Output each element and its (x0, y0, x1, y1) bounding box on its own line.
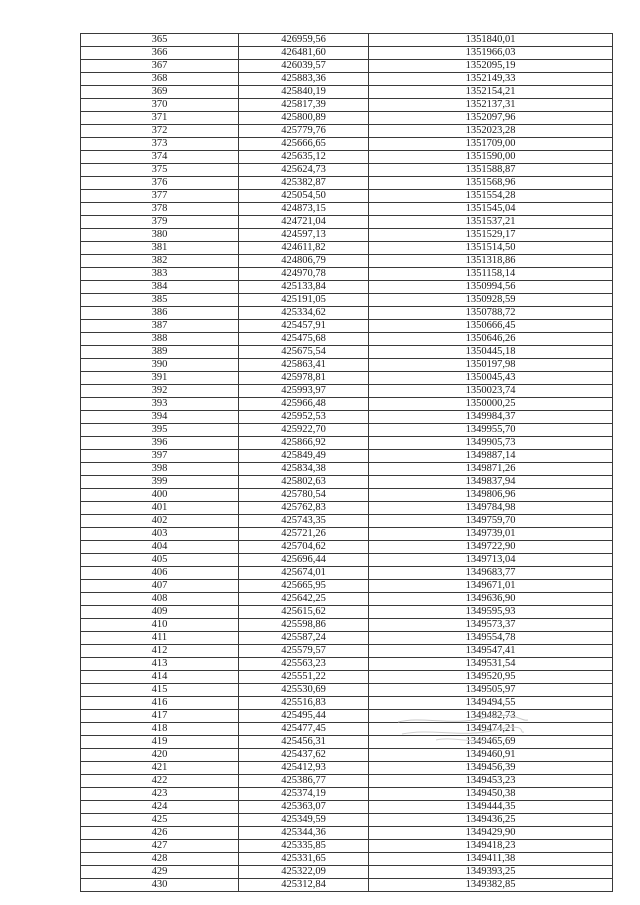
point-number-cell: 385 (81, 294, 239, 307)
x-coordinate-cell: 425191,05 (239, 294, 369, 307)
table-row (81, 346, 613, 359)
y-coordinate-cell: 1349494,55 (369, 697, 613, 710)
point-number-cell: 411 (81, 632, 239, 645)
point-number-cell: 409 (81, 606, 239, 619)
x-coordinate-cell: 425966,48 (239, 398, 369, 411)
x-coordinate-cell: 424970,78 (239, 268, 369, 281)
x-coordinate-cell: 425374,19 (239, 788, 369, 801)
y-coordinate-cell: 1352149,33 (369, 73, 613, 86)
x-coordinate-cell: 425456,31 (239, 736, 369, 749)
table-row (81, 385, 613, 398)
table-row (81, 541, 613, 554)
point-number-cell: 369 (81, 86, 239, 99)
y-coordinate-cell: 1349573,37 (369, 619, 613, 632)
point-number-cell: 384 (81, 281, 239, 294)
x-coordinate-cell: 426481,60 (239, 47, 369, 60)
x-coordinate-cell: 425349,59 (239, 814, 369, 827)
table-row (81, 684, 613, 697)
x-coordinate-cell: 425331,65 (239, 853, 369, 866)
point-number-cell: 421 (81, 762, 239, 775)
x-coordinate-cell: 425721,26 (239, 528, 369, 541)
table-row (81, 190, 613, 203)
y-coordinate-cell: 1350445,18 (369, 346, 613, 359)
x-coordinate-cell: 425579,57 (239, 645, 369, 658)
table-row (81, 866, 613, 879)
y-coordinate-cell: 1349722,90 (369, 541, 613, 554)
table-row (81, 177, 613, 190)
table-row (81, 216, 613, 229)
y-coordinate-cell: 1349887,14 (369, 450, 613, 463)
y-coordinate-cell: 1349393,25 (369, 866, 613, 879)
table-row (81, 775, 613, 788)
x-coordinate-cell: 425817,39 (239, 99, 369, 112)
table-row (81, 814, 613, 827)
y-coordinate-cell: 1349905,73 (369, 437, 613, 450)
x-coordinate-cell: 425530,69 (239, 684, 369, 697)
y-coordinate-cell: 1350045,43 (369, 372, 613, 385)
y-coordinate-cell: 1349418,23 (369, 840, 613, 853)
table-row (81, 359, 613, 372)
x-coordinate-cell: 425386,77 (239, 775, 369, 788)
y-coordinate-cell: 1350000,25 (369, 398, 613, 411)
point-number-cell: 412 (81, 645, 239, 658)
y-coordinate-cell: 1350197,98 (369, 359, 613, 372)
x-coordinate-cell: 425624,73 (239, 164, 369, 177)
y-coordinate-cell: 1349460,91 (369, 749, 613, 762)
x-coordinate-cell: 425665,95 (239, 580, 369, 593)
y-coordinate-cell: 1349453,23 (369, 775, 613, 788)
table-row (81, 333, 613, 346)
table-row (81, 255, 613, 268)
point-number-cell: 377 (81, 190, 239, 203)
table-row (81, 788, 613, 801)
table-row (81, 424, 613, 437)
table-row (81, 827, 613, 840)
y-coordinate-cell: 1351318,86 (369, 255, 613, 268)
x-coordinate-cell: 425363,07 (239, 801, 369, 814)
point-number-cell: 370 (81, 99, 239, 112)
table-row (81, 671, 613, 684)
table-row (81, 398, 613, 411)
x-coordinate-cell: 425834,38 (239, 463, 369, 476)
table-row (81, 60, 613, 73)
x-coordinate-cell: 425800,89 (239, 112, 369, 125)
x-coordinate-cell: 425551,22 (239, 671, 369, 684)
table-row (81, 112, 613, 125)
point-number-cell: 405 (81, 554, 239, 567)
point-number-cell: 410 (81, 619, 239, 632)
point-number-cell: 387 (81, 320, 239, 333)
y-coordinate-cell: 1349520,95 (369, 671, 613, 684)
table-row (81, 593, 613, 606)
x-coordinate-cell: 425495,44 (239, 710, 369, 723)
y-coordinate-cell: 1351568,96 (369, 177, 613, 190)
point-number-cell: 407 (81, 580, 239, 593)
point-number-cell: 392 (81, 385, 239, 398)
x-coordinate-cell: 425412,93 (239, 762, 369, 775)
table-row (81, 489, 613, 502)
point-number-cell: 394 (81, 411, 239, 424)
x-coordinate-cell: 424597,13 (239, 229, 369, 242)
x-coordinate-cell: 425762,83 (239, 502, 369, 515)
y-coordinate-cell: 1349806,96 (369, 489, 613, 502)
x-coordinate-cell: 425978,81 (239, 372, 369, 385)
point-number-cell: 400 (81, 489, 239, 502)
y-coordinate-cell: 1349759,70 (369, 515, 613, 528)
y-coordinate-cell: 1349382,85 (369, 879, 613, 892)
y-coordinate-cell: 1349429,90 (369, 827, 613, 840)
point-number-cell: 423 (81, 788, 239, 801)
table-row (81, 762, 613, 775)
point-number-cell: 419 (81, 736, 239, 749)
point-number-cell: 371 (81, 112, 239, 125)
x-coordinate-cell: 425863,41 (239, 359, 369, 372)
point-number-cell: 426 (81, 827, 239, 840)
point-number-cell: 401 (81, 502, 239, 515)
x-coordinate-cell: 425563,23 (239, 658, 369, 671)
table-row (81, 99, 613, 112)
x-coordinate-cell: 425457,91 (239, 320, 369, 333)
x-coordinate-cell: 425475,68 (239, 333, 369, 346)
x-coordinate-cell: 425054,50 (239, 190, 369, 203)
point-number-cell: 375 (81, 164, 239, 177)
y-coordinate-cell: 1351537,21 (369, 216, 613, 229)
x-coordinate-cell: 425993,97 (239, 385, 369, 398)
table-row (81, 463, 613, 476)
table-row (81, 554, 613, 567)
y-coordinate-cell: 1349683,77 (369, 567, 613, 580)
y-coordinate-cell: 1351588,87 (369, 164, 613, 177)
point-number-cell: 408 (81, 593, 239, 606)
y-coordinate-cell: 1349482,73 (369, 710, 613, 723)
point-number-cell: 417 (81, 710, 239, 723)
y-coordinate-cell: 1349456,39 (369, 762, 613, 775)
point-number-cell: 378 (81, 203, 239, 216)
y-coordinate-cell: 1350666,45 (369, 320, 613, 333)
y-coordinate-cell: 1349465,69 (369, 736, 613, 749)
point-number-cell: 386 (81, 307, 239, 320)
x-coordinate-cell: 425477,45 (239, 723, 369, 736)
coordinates-table-body (81, 34, 613, 892)
table-row (81, 242, 613, 255)
point-number-cell: 406 (81, 567, 239, 580)
x-coordinate-cell: 425952,53 (239, 411, 369, 424)
x-coordinate-cell: 425598,86 (239, 619, 369, 632)
y-coordinate-cell: 1349784,98 (369, 502, 613, 515)
x-coordinate-cell: 425642,25 (239, 593, 369, 606)
x-coordinate-cell: 425344,36 (239, 827, 369, 840)
point-number-cell: 376 (81, 177, 239, 190)
y-coordinate-cell: 1349411,38 (369, 853, 613, 866)
point-number-cell: 380 (81, 229, 239, 242)
table-row (81, 528, 613, 541)
point-number-cell: 390 (81, 359, 239, 372)
y-coordinate-cell: 1352095,19 (369, 60, 613, 73)
y-coordinate-cell: 1351554,28 (369, 190, 613, 203)
table-row (81, 515, 613, 528)
x-coordinate-cell: 425675,54 (239, 346, 369, 359)
table-row (81, 138, 613, 151)
y-coordinate-cell: 1350994,56 (369, 281, 613, 294)
y-coordinate-cell: 1350646,26 (369, 333, 613, 346)
table-row (81, 567, 613, 580)
point-number-cell: 382 (81, 255, 239, 268)
point-number-cell: 397 (81, 450, 239, 463)
x-coordinate-cell: 426959,56 (239, 34, 369, 47)
table-row (81, 411, 613, 424)
y-coordinate-cell: 1349739,01 (369, 528, 613, 541)
x-coordinate-cell: 425133,84 (239, 281, 369, 294)
point-number-cell: 413 (81, 658, 239, 671)
point-number-cell: 372 (81, 125, 239, 138)
table-row (81, 749, 613, 762)
x-coordinate-cell: 425780,54 (239, 489, 369, 502)
table-row (81, 151, 613, 164)
x-coordinate-cell: 425743,35 (239, 515, 369, 528)
x-coordinate-cell: 425666,65 (239, 138, 369, 151)
point-number-cell: 404 (81, 541, 239, 554)
y-coordinate-cell: 1351966,03 (369, 47, 613, 60)
table-row (81, 34, 613, 47)
y-coordinate-cell: 1352097,96 (369, 112, 613, 125)
x-coordinate-cell: 425883,36 (239, 73, 369, 86)
point-number-cell: 396 (81, 437, 239, 450)
point-number-cell: 391 (81, 372, 239, 385)
y-coordinate-cell: 1350788,72 (369, 307, 613, 320)
point-number-cell: 430 (81, 879, 239, 892)
table-row (81, 86, 613, 99)
point-number-cell: 429 (81, 866, 239, 879)
y-coordinate-cell: 1351840,01 (369, 34, 613, 47)
point-number-cell: 414 (81, 671, 239, 684)
x-coordinate-cell: 425516,83 (239, 697, 369, 710)
x-coordinate-cell: 425849,49 (239, 450, 369, 463)
table-row (81, 476, 613, 489)
table-row (81, 619, 613, 632)
y-coordinate-cell: 1352137,31 (369, 99, 613, 112)
point-number-cell: 418 (81, 723, 239, 736)
y-coordinate-cell: 1349450,38 (369, 788, 613, 801)
y-coordinate-cell: 1350928,59 (369, 294, 613, 307)
point-number-cell: 416 (81, 697, 239, 710)
point-number-cell: 420 (81, 749, 239, 762)
table-row (81, 502, 613, 515)
x-coordinate-cell: 425587,24 (239, 632, 369, 645)
table-row (81, 294, 613, 307)
point-number-cell: 399 (81, 476, 239, 489)
table-row (81, 710, 613, 723)
x-coordinate-cell: 424611,82 (239, 242, 369, 255)
table-row (81, 437, 613, 450)
y-coordinate-cell: 1349444,35 (369, 801, 613, 814)
point-number-cell: 383 (81, 268, 239, 281)
x-coordinate-cell: 425674,01 (239, 567, 369, 580)
y-coordinate-cell: 1349547,41 (369, 645, 613, 658)
table-row (81, 580, 613, 593)
table-row (81, 372, 613, 385)
x-coordinate-cell: 426039,57 (239, 60, 369, 73)
point-number-cell: 379 (81, 216, 239, 229)
x-coordinate-cell: 425334,62 (239, 307, 369, 320)
y-coordinate-cell: 1352154,21 (369, 86, 613, 99)
y-coordinate-cell: 1349436,25 (369, 814, 613, 827)
x-coordinate-cell: 425615,62 (239, 606, 369, 619)
table-row (81, 281, 613, 294)
x-coordinate-cell: 425779,76 (239, 125, 369, 138)
table-row (81, 229, 613, 242)
point-number-cell: 402 (81, 515, 239, 528)
y-coordinate-cell: 1349554,78 (369, 632, 613, 645)
table-row (81, 879, 613, 892)
table-row (81, 164, 613, 177)
point-number-cell: 388 (81, 333, 239, 346)
x-coordinate-cell: 424806,79 (239, 255, 369, 268)
point-number-cell: 389 (81, 346, 239, 359)
y-coordinate-cell: 1349984,37 (369, 411, 613, 424)
y-coordinate-cell: 1349837,94 (369, 476, 613, 489)
y-coordinate-cell: 1349595,93 (369, 606, 613, 619)
x-coordinate-cell: 424873,15 (239, 203, 369, 216)
point-number-cell: 368 (81, 73, 239, 86)
point-number-cell: 428 (81, 853, 239, 866)
y-coordinate-cell: 1351158,14 (369, 268, 613, 281)
y-coordinate-cell: 1349636,90 (369, 593, 613, 606)
x-coordinate-cell: 425635,12 (239, 151, 369, 164)
x-coordinate-cell: 425382,87 (239, 177, 369, 190)
y-coordinate-cell: 1349531,54 (369, 658, 613, 671)
point-number-cell: 366 (81, 47, 239, 60)
point-number-cell: 393 (81, 398, 239, 411)
point-number-cell: 374 (81, 151, 239, 164)
x-coordinate-cell: 424721,04 (239, 216, 369, 229)
table-row (81, 320, 613, 333)
y-coordinate-cell: 1351529,17 (369, 229, 613, 242)
point-number-cell: 395 (81, 424, 239, 437)
x-coordinate-cell: 425840,19 (239, 86, 369, 99)
table-row (81, 658, 613, 671)
y-coordinate-cell: 1349474,21 (369, 723, 613, 736)
table-row (81, 307, 613, 320)
x-coordinate-cell: 425437,62 (239, 749, 369, 762)
y-coordinate-cell: 1349505,97 (369, 684, 613, 697)
table-row (81, 840, 613, 853)
point-number-cell: 424 (81, 801, 239, 814)
coordinates-table (80, 33, 613, 892)
table-row (81, 697, 613, 710)
point-number-cell: 422 (81, 775, 239, 788)
table-row (81, 450, 613, 463)
table-row (81, 606, 613, 619)
point-number-cell: 425 (81, 814, 239, 827)
point-number-cell: 403 (81, 528, 239, 541)
table-row (81, 801, 613, 814)
table-row (81, 268, 613, 281)
y-coordinate-cell: 1351709,00 (369, 138, 613, 151)
point-number-cell: 367 (81, 60, 239, 73)
y-coordinate-cell: 1349713,04 (369, 554, 613, 567)
point-number-cell: 427 (81, 840, 239, 853)
y-coordinate-cell: 1350023,74 (369, 385, 613, 398)
table-row (81, 73, 613, 86)
x-coordinate-cell: 425866,92 (239, 437, 369, 450)
point-number-cell: 381 (81, 242, 239, 255)
y-coordinate-cell: 1349955,70 (369, 424, 613, 437)
table-row (81, 125, 613, 138)
table-row (81, 723, 613, 736)
x-coordinate-cell: 425696,44 (239, 554, 369, 567)
y-coordinate-cell: 1351545,04 (369, 203, 613, 216)
x-coordinate-cell: 425312,84 (239, 879, 369, 892)
point-number-cell: 365 (81, 34, 239, 47)
table-row (81, 645, 613, 658)
table-row (81, 203, 613, 216)
x-coordinate-cell: 425802,63 (239, 476, 369, 489)
point-number-cell: 398 (81, 463, 239, 476)
table-row (81, 853, 613, 866)
table-row (81, 736, 613, 749)
y-coordinate-cell: 1349871,26 (369, 463, 613, 476)
y-coordinate-cell: 1349671,01 (369, 580, 613, 593)
table-row (81, 47, 613, 60)
y-coordinate-cell: 1351514,50 (369, 242, 613, 255)
x-coordinate-cell: 425922,70 (239, 424, 369, 437)
point-number-cell: 415 (81, 684, 239, 697)
y-coordinate-cell: 1351590,00 (369, 151, 613, 164)
x-coordinate-cell: 425335,85 (239, 840, 369, 853)
table-row (81, 632, 613, 645)
x-coordinate-cell: 425322,09 (239, 866, 369, 879)
point-number-cell: 373 (81, 138, 239, 151)
x-coordinate-cell: 425704,62 (239, 541, 369, 554)
y-coordinate-cell: 1352023,28 (369, 125, 613, 138)
